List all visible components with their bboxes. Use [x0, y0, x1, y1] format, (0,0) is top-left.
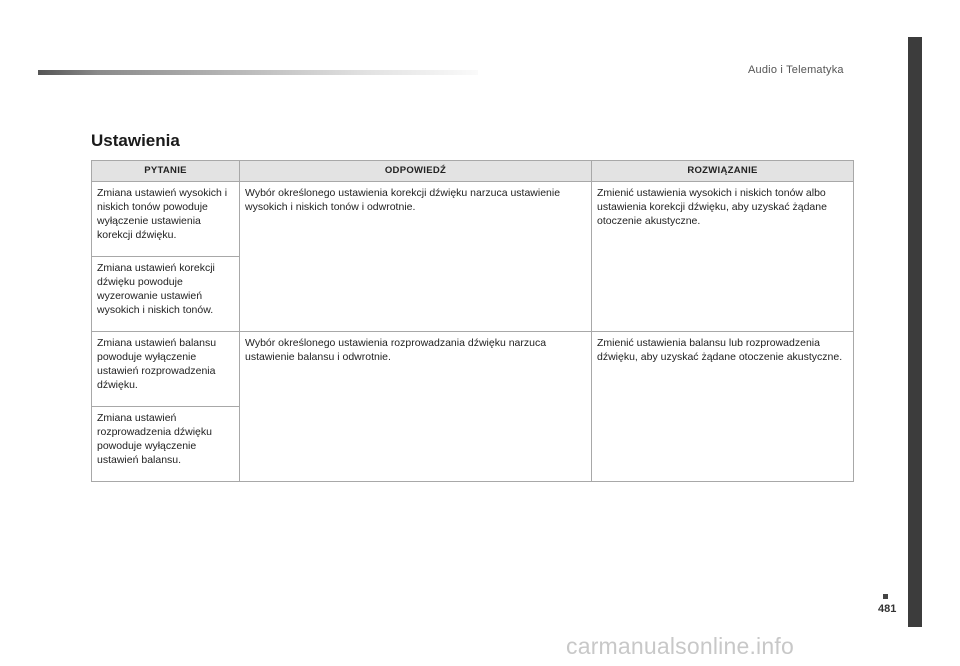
column-header-solution: ROZWIĄZANIE: [592, 161, 854, 182]
column-header-answer: ODPOWIEDŹ: [240, 161, 592, 182]
page-number: 481: [878, 603, 897, 615]
chapter-side-band: [908, 37, 922, 627]
table-row: [92, 182, 854, 257]
section-label: Audio i Telematyka: [748, 64, 844, 76]
solution-cell: Zmienić ustawienia wysokich i niskich tonów albo ustawienia korekcji dźwięku, aby uzyskać żądane otoczenie akustyczne.: [592, 182, 854, 332]
watermark: carmanualsonline.info: [566, 633, 794, 659]
faq-table: [91, 160, 854, 482]
table-header-row: [92, 161, 854, 182]
question-cell: Zmiana ustawień rozprowadzenia dźwięku powoduje wyłączenie ustawień balansu.: [92, 407, 240, 482]
page-title: Ustawienia: [91, 131, 180, 150]
page-marker: [883, 594, 888, 599]
header-gradient-bar: [38, 70, 478, 75]
question-cell: Zmiana ustawień korekcji dźwięku powoduje wyzerowanie ustawień wysokich i niskich tonów.: [92, 257, 240, 332]
question-cell: Zmiana ustawień balansu powoduje wyłączenie ustawień rozprowadzenia dźwięku.: [92, 332, 240, 407]
table-row: [92, 332, 854, 407]
question-cell: Zmiana ustawień wysokich i niskich tonów powoduje wyłączenie ustawienia korekcji dźwięku.: [92, 182, 240, 257]
solution-cell: Zmienić ustawienia balansu lub rozprowadzenia dźwięku, aby uzyskać żądane otoczenie akustyczne.: [592, 332, 854, 482]
column-header-question: PYTANIE: [92, 161, 240, 182]
answer-cell: Wybór określonego ustawienia rozprowadzania dźwięku narzuca ustawienie balansu i odwrotnie.: [240, 332, 592, 482]
answer-cell: Wybór określonego ustawienia korekcji dźwięku narzuca ustawienie wysokich i niskich tonów i odwrotnie.: [240, 182, 592, 332]
